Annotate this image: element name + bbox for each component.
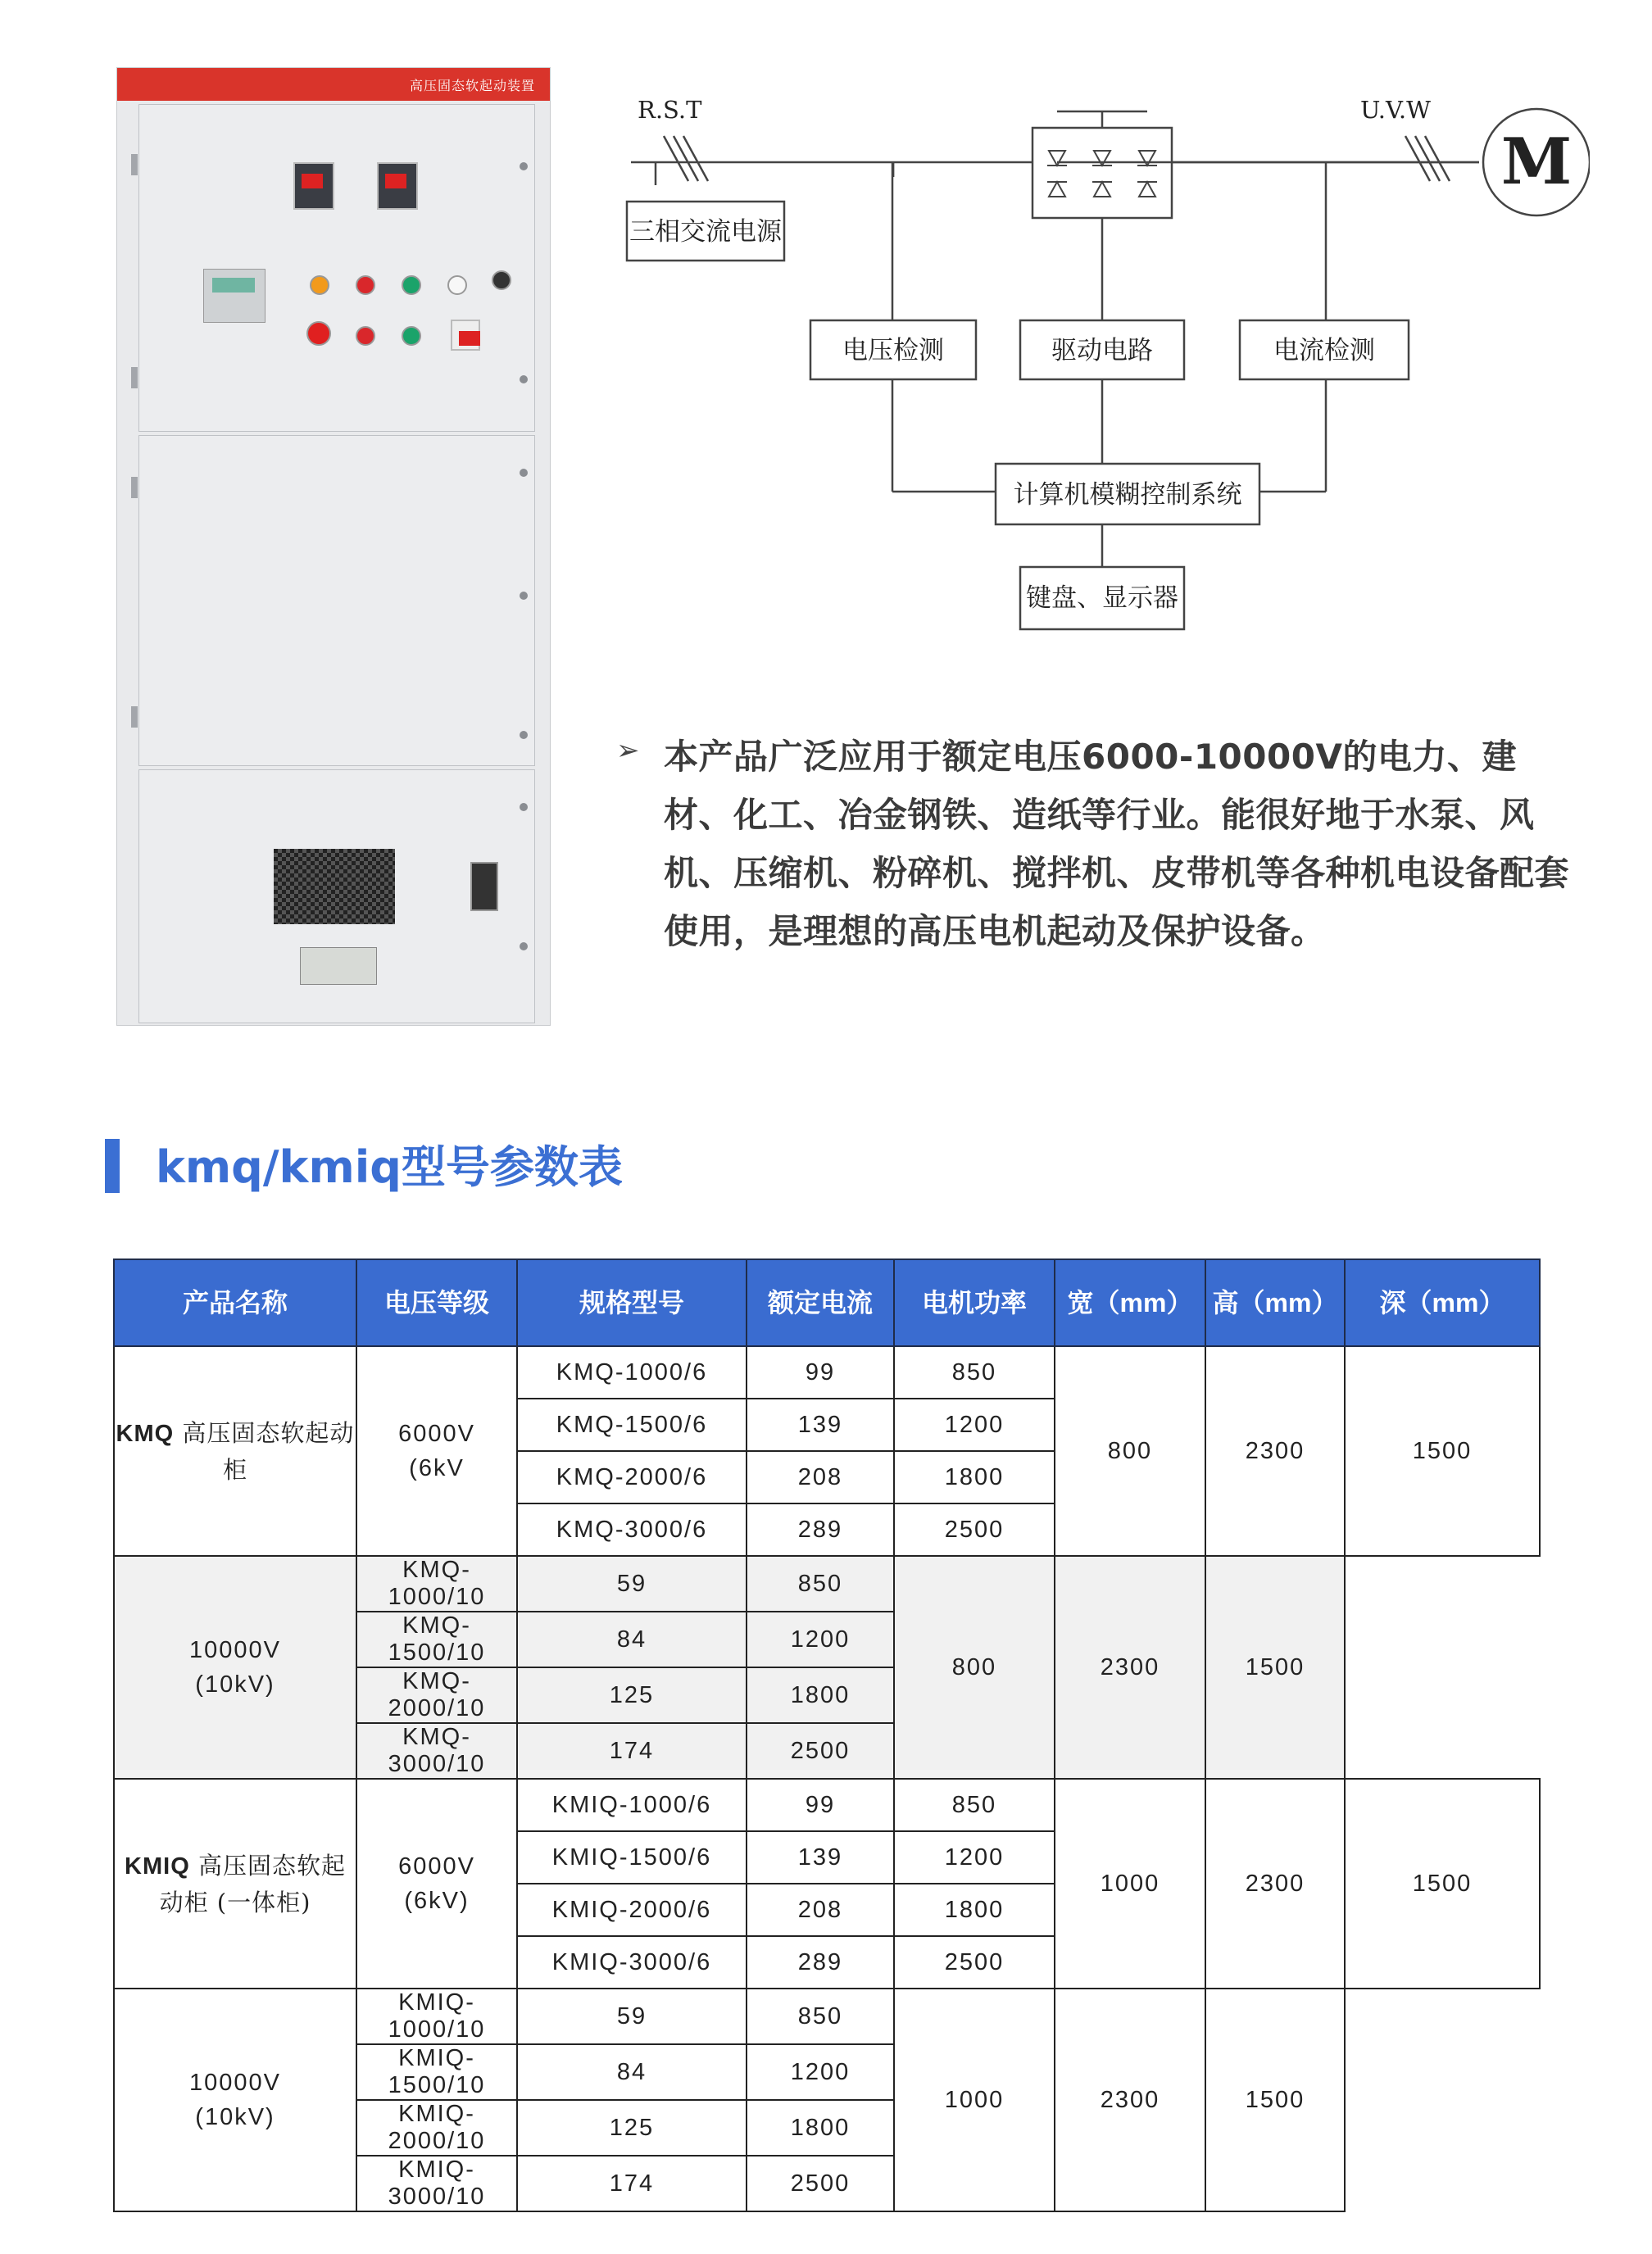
voltage-kv: (10kV) xyxy=(195,2104,275,2130)
power-cell: 2500 xyxy=(894,1503,1055,1556)
voltage-cell xyxy=(114,1556,356,1779)
power-cell: 2500 xyxy=(747,2156,894,2211)
table-row xyxy=(114,1989,1540,2044)
current-cell: 125 xyxy=(517,1667,747,1723)
current-cell: 84 xyxy=(517,2044,747,2100)
cabinet-top-door xyxy=(138,104,535,432)
model-cell: KMIQ-1500/10 xyxy=(356,2044,517,2100)
power-cell: 850 xyxy=(747,1989,894,2044)
power-cell: 850 xyxy=(894,1346,1055,1399)
power-cell: 1800 xyxy=(894,1884,1055,1936)
height-cell: 2300 xyxy=(1205,1779,1345,1989)
model-cell: KMQ-3000/6 xyxy=(517,1503,747,1556)
power-cell: 1200 xyxy=(894,1399,1055,1451)
width-cell: 800 xyxy=(894,1556,1055,1779)
product-code: KMQ xyxy=(116,1420,175,1447)
product-name: 高压固态软起动柜 (一体柜) xyxy=(159,1851,346,1916)
current-cell: 139 xyxy=(747,1399,894,1451)
current-cell: 99 xyxy=(747,1779,894,1831)
indicator-lamp-white-icon xyxy=(447,275,467,295)
voltage-value: 10000V xyxy=(189,1637,281,1663)
indicator-lamp-green-icon xyxy=(402,275,421,295)
motor-label: M xyxy=(1500,125,1573,199)
cabinet-middle-door xyxy=(138,435,535,766)
current-cell: 139 xyxy=(747,1831,894,1884)
header-height: 高（mm） xyxy=(1205,1259,1345,1346)
model-cell: KMQ-2000/10 xyxy=(356,1667,517,1723)
cabinet-photo xyxy=(116,67,551,1026)
isolation-switch-icon xyxy=(470,862,498,911)
depth-cell: 1500 xyxy=(1205,1989,1345,2211)
product-code: KMIQ xyxy=(125,1853,190,1880)
drive-circuit-label: 驱动电路 xyxy=(1051,336,1153,365)
current-cell: 289 xyxy=(747,1503,894,1556)
voltage-cell xyxy=(356,1346,517,1556)
voltage-value: 6000V xyxy=(398,1421,475,1447)
power-cell: 2500 xyxy=(747,1723,894,1779)
model-cell: KMQ-1000/10 xyxy=(356,1556,517,1612)
model-cell: KMQ-3000/10 xyxy=(356,1723,517,1779)
indicator-lamp-red-icon xyxy=(356,275,375,295)
width-cell: 1000 xyxy=(1055,1779,1205,1989)
current-cell: 174 xyxy=(517,2156,747,2211)
power-cell: 850 xyxy=(747,1556,894,1612)
voltmeter-icon xyxy=(377,162,418,210)
table-row xyxy=(114,1346,1540,1399)
header-width: 宽（mm） xyxy=(1055,1259,1205,1346)
model-cell: KMIQ-1500/6 xyxy=(517,1831,747,1884)
spec-table xyxy=(113,1259,1541,2212)
current-cell: 125 xyxy=(517,2100,747,2156)
cabinet-band-text: 高压固态软起动装置 xyxy=(409,78,535,93)
header-product: 产品名称 xyxy=(114,1259,356,1346)
power-cell: 1800 xyxy=(747,1667,894,1723)
header-model: 规格型号 xyxy=(517,1259,747,1346)
selector-switch-icon xyxy=(451,320,480,351)
stop-button-icon xyxy=(306,321,331,346)
model-cell: KMIQ-3000/10 xyxy=(356,2156,517,2211)
product-name-cell xyxy=(114,1779,356,1989)
voltage-value: 6000V xyxy=(398,1853,475,1880)
ammeter-icon xyxy=(293,162,334,210)
bullet-arrow-icon: ➢ xyxy=(616,734,640,767)
current-cell: 289 xyxy=(747,1936,894,1989)
depth-cell: 1500 xyxy=(1345,1779,1540,1989)
voltage-kv: (6kV xyxy=(409,1455,465,1481)
power-cell: 1200 xyxy=(747,2044,894,2100)
voltage-value: 10000V xyxy=(189,2070,281,2096)
header-power: 电机功率 xyxy=(894,1259,1055,1346)
description-text: 本产品广泛应用于额定电压6000-10000V的电力、建材、化工、冶金钢铁、造纸等行业。能很好地于水泵、风机、压缩机、粉碎机、搅拌机、皮带机等各种机电设备配套使用，是理想的高压电机起动及保护设备。 xyxy=(664,737,1570,951)
current-cell: 99 xyxy=(747,1346,894,1399)
table-row xyxy=(114,1556,1540,1612)
current-detect-label: 电流检测 xyxy=(1273,336,1375,365)
voltage-cell xyxy=(114,1989,356,2211)
model-cell: KMIQ-1000/6 xyxy=(517,1779,747,1831)
nameplate-icon xyxy=(300,947,377,985)
power-cell: 1200 xyxy=(894,1831,1055,1884)
model-cell: KMQ-1500/10 xyxy=(356,1612,517,1667)
table-header-row xyxy=(114,1259,1540,1346)
output-terminal-label: U.V.W xyxy=(1360,96,1431,124)
model-cell: KMQ-1500/6 xyxy=(517,1399,747,1451)
header-voltage: 电压等级 xyxy=(356,1259,517,1346)
controller-display-icon xyxy=(203,269,266,323)
voltage-cell xyxy=(356,1779,517,1989)
power-cell: 850 xyxy=(894,1779,1055,1831)
model-cell: KMIQ-3000/6 xyxy=(517,1936,747,1989)
run-lamp-icon xyxy=(402,326,421,346)
controller-label: 计算机模糊控制系统 xyxy=(1013,480,1242,510)
current-cell: 208 xyxy=(747,1884,894,1936)
width-cell: 800 xyxy=(1055,1346,1205,1556)
power-cell: 1800 xyxy=(747,2100,894,2156)
ventilation-grille-icon xyxy=(274,849,395,924)
header-depth: 深（mm） xyxy=(1345,1259,1540,1346)
model-cell: KMIQ-2000/6 xyxy=(517,1884,747,1936)
section-title: kmq/kmiq型号参数表 xyxy=(156,1141,623,1193)
indicator-lamp-black-icon xyxy=(492,270,511,290)
current-cell: 59 xyxy=(517,1556,747,1612)
stop-lamp-icon xyxy=(356,326,375,346)
table-row xyxy=(114,1779,1540,1831)
height-cell: 2300 xyxy=(1205,1346,1345,1556)
keyboard-display-label: 键盘、显示器 xyxy=(1026,583,1178,613)
header-current: 额定电流 xyxy=(747,1259,894,1346)
depth-cell: 1500 xyxy=(1345,1346,1540,1556)
input-terminal-label: R.S.T xyxy=(638,96,702,124)
source-box-label: 三相交流电源 xyxy=(629,217,782,247)
voltage-kv: (10kV) xyxy=(195,1671,275,1698)
model-cell: KMQ-1000/6 xyxy=(517,1346,747,1399)
current-cell: 174 xyxy=(517,1723,747,1779)
indicator-lamp-orange-icon xyxy=(310,275,329,295)
section-accent-bar xyxy=(105,1139,120,1193)
model-cell: KMIQ-2000/10 xyxy=(356,2100,517,2156)
width-cell: 1000 xyxy=(894,1989,1055,2211)
current-cell: 208 xyxy=(747,1451,894,1503)
model-cell: KMIQ-1000/10 xyxy=(356,1989,517,2044)
power-cell: 2500 xyxy=(894,1936,1055,1989)
cabinet-bottom-door xyxy=(138,769,535,1023)
depth-cell: 1500 xyxy=(1205,1556,1345,1779)
control-circuit-diagram xyxy=(606,46,1590,648)
model-cell: KMQ-2000/6 xyxy=(517,1451,747,1503)
current-cell: 84 xyxy=(517,1612,747,1667)
current-cell: 59 xyxy=(517,1989,747,2044)
power-cell: 1200 xyxy=(747,1612,894,1667)
power-cell: 1800 xyxy=(894,1451,1055,1503)
voltage-kv: (6kV) xyxy=(404,1888,470,1914)
voltage-detect-label: 电压检测 xyxy=(842,336,944,365)
product-name-cell xyxy=(114,1346,356,1556)
cabinet-top-band xyxy=(117,68,550,101)
height-cell: 2300 xyxy=(1055,1989,1205,2211)
height-cell: 2300 xyxy=(1055,1556,1205,1779)
product-name: 高压固态软起动柜 xyxy=(174,1418,355,1484)
